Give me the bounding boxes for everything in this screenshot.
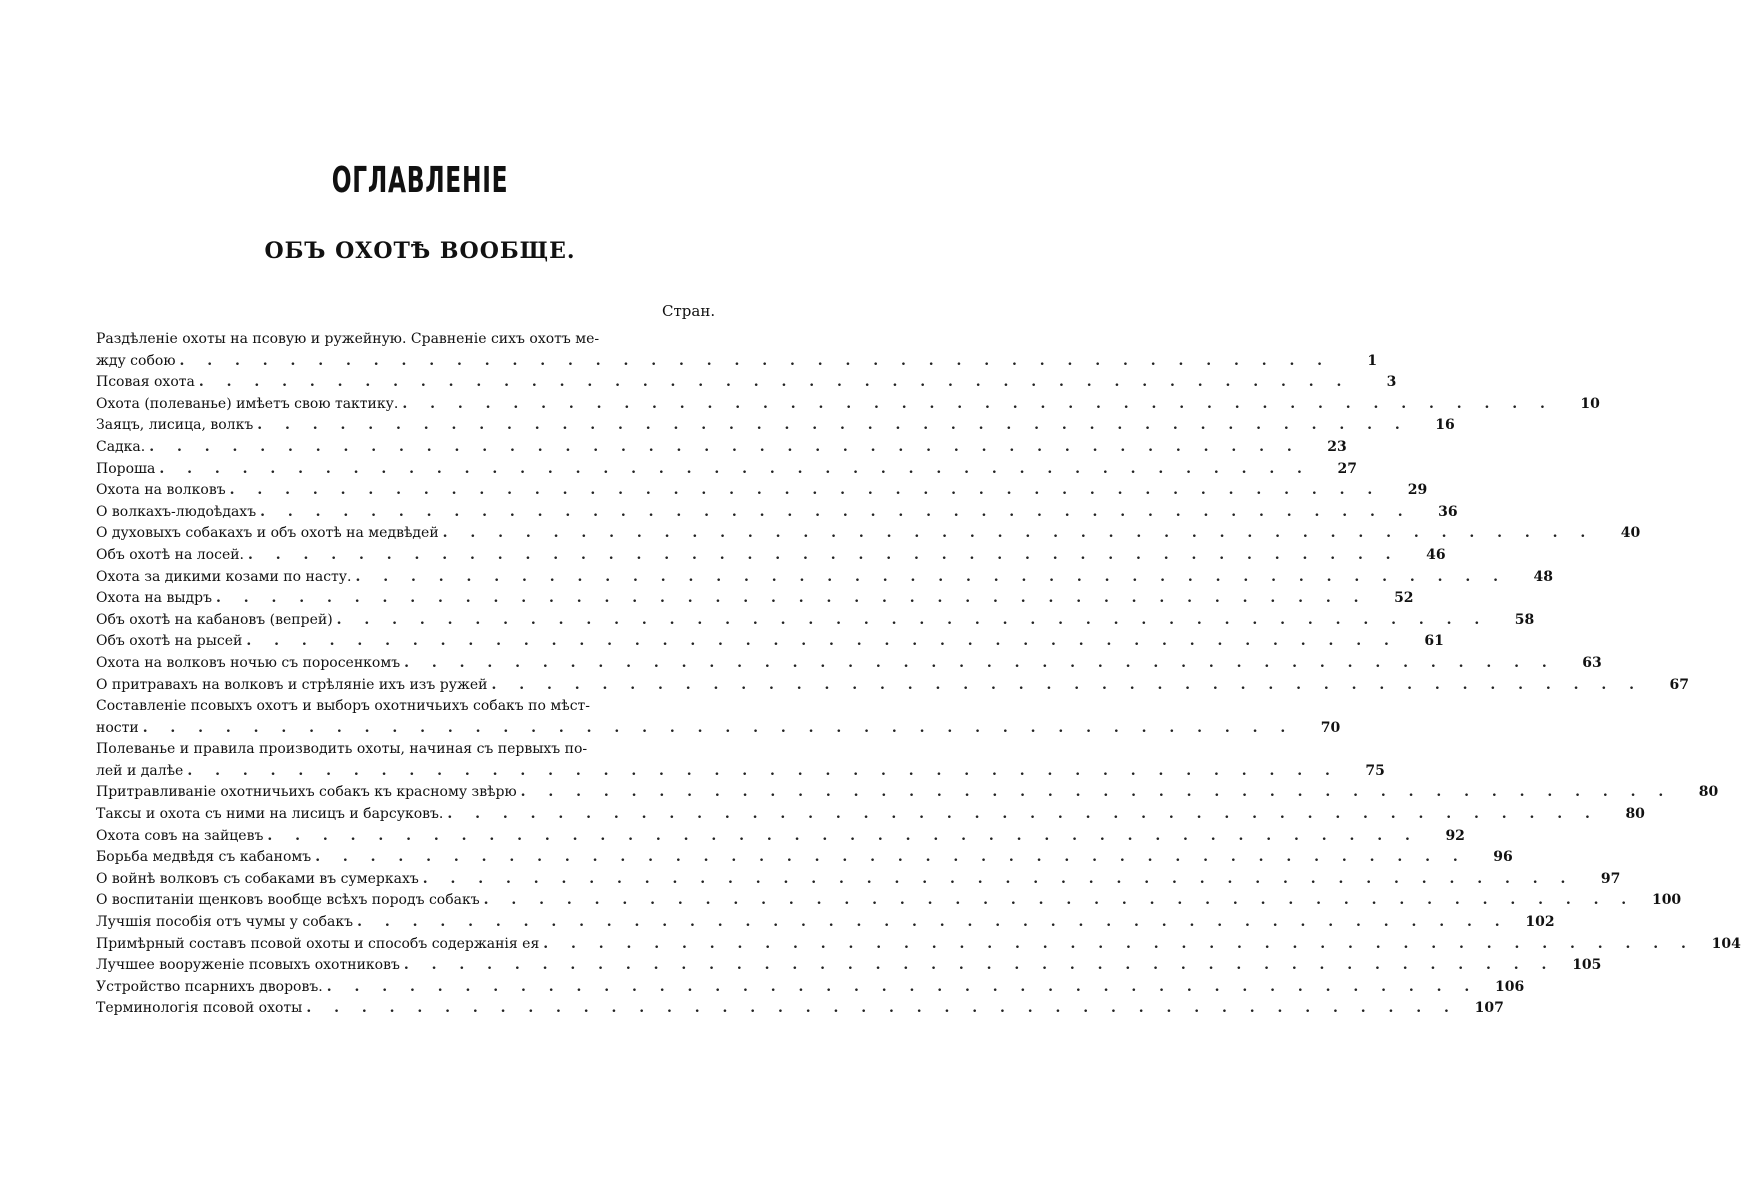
toc-page-number: 29 <box>1407 482 1428 499</box>
toc-entry-line <box>96 739 716 761</box>
toc-entry-title: Охота на волковъ ночью съ поросенкомъ <box>96 654 401 671</box>
dot-leader: . . . . . . . . . . . . . . . . . . . . . . . . . . . . . . . . . . . . . . . . . . <box>248 546 1400 563</box>
toc-entry-title: Охота на выдръ <box>96 590 212 607</box>
toc-page-number: 96 <box>1493 849 1513 866</box>
dot-leader: . . . . . . . . . . . . . . . . . . . . . . . . . . . . . . . . . . . . . . . . . . <box>336 611 1489 628</box>
dot-leader: . . . . . . . . . . . . . . . . . . . . . . . . . . . . . . . . . . . . . . . . . . <box>229 482 1382 499</box>
toc-entry-line <box>96 696 716 718</box>
toc-entry-line <box>96 394 1600 416</box>
toc-page-number: 104 <box>1711 935 1741 952</box>
toc-page-number: 106 <box>1495 978 1525 995</box>
toc-entry-title: Терминологія псовой охоты <box>96 1000 303 1017</box>
page-column-label: Стран. <box>662 302 716 320</box>
section-subtitle: ОБЪ ОХОТѢ ВООБЩЕ. <box>264 238 576 264</box>
toc-page-number: 80 <box>1625 806 1645 823</box>
toc-entry-title: Охота на волковъ <box>96 482 226 499</box>
dot-leader: . . . . . . . . . . . . . . . . . . . . . . . . . . . . . . . . . . . . . . . . . . <box>326 978 1479 995</box>
toc-entry-line <box>96 934 1741 956</box>
toc-entry-line <box>96 653 1602 675</box>
toc-entry-title: жду собою <box>96 352 176 369</box>
toc-entry-title: ности <box>96 719 139 736</box>
toc-entry-line <box>96 502 1458 524</box>
toc-page-number: 16 <box>1435 417 1455 434</box>
toc-page-number: 100 <box>1651 892 1682 909</box>
toc-page-number: 36 <box>1438 503 1458 520</box>
toc-page-number: 92 <box>1445 827 1465 844</box>
toc-page-number: 102 <box>1525 914 1555 931</box>
toc-entry-line <box>96 351 1378 373</box>
dot-leader: . . . . . . . . . . . . . . . . . . . . . . . . . . . . . . . . . . . . . . . . . . <box>216 590 1368 607</box>
toc-entry-line <box>96 329 716 351</box>
dot-leader: . . . . . . . . . . . . . . . . . . . . . . . . . . . . . . . . . . . . . . . . . . <box>159 460 1311 477</box>
dot-leader: . . . . . . . . . . . . . . . . . . . . . . . . . . . . . . . . . . . . . . . . . . <box>491 676 1644 693</box>
toc-entry-title: Охота за дикими козами по насту. <box>96 568 352 585</box>
toc-entry-title: Объ охотѣ на лосей. <box>96 546 245 563</box>
toc-entry-title: Притравливаніе охотничьихъ собакъ къ красному звѣрю <box>96 784 517 801</box>
dot-leader: . . . . . . . . . . . . . . . . . . . . . . . . . . . . . . . . . . . . . . . . . . <box>520 784 1673 801</box>
dot-leader: . . . . . . . . . . . . . . . . . . . . . . . . . . . . . . . . . . . . . . . . . . <box>187 762 1339 779</box>
toc-entry-title: О воспитаніи щенковъ вообще всѣхъ породъ собакъ <box>96 892 480 909</box>
toc-page-number: 46 <box>1426 546 1446 563</box>
toc-entry-title: О притравахъ на волковъ и стрѣляніе ихъ изъ ружей <box>96 676 488 693</box>
toc-entry-line <box>96 675 1690 697</box>
toc-page-number: 52 <box>1394 590 1414 607</box>
dot-leader: . . . . . . . . . . . . . . . . . . . . . . . . . . . . . . . . . . . . . . . . . . <box>447 806 1599 823</box>
toc-entry-title: Полеванье и правила производить охоты, начиная съ первыхъ по- <box>96 741 588 758</box>
toc-entry-title: О духовыхъ собакахъ и объ охотѣ на медвѣдей <box>96 525 439 542</box>
toc-entry-title: Борьба медвѣдя съ кабаномъ <box>96 849 312 866</box>
toc-entry-title: О волкахъ-людоѣдахъ <box>96 503 257 520</box>
toc-page-number: 75 <box>1365 762 1385 779</box>
toc-entry-line <box>96 372 1397 394</box>
toc-entry-line <box>96 890 1682 912</box>
toc-entry-title: Садка. <box>96 438 146 455</box>
toc-entry-line <box>96 955 1602 977</box>
dot-leader: . . . . . . . . . . . . . . . . . . . . . . . . . . . . . . . . . . . . . . . . . . <box>402 395 1554 412</box>
toc-entry-title: лей и далѣе <box>96 762 184 779</box>
dot-leader: . . . . . . . . . . . . . . . . . . . . . . . . . . . . . . . . . . . . . . . . . . <box>483 892 1636 909</box>
toc-entry-title: Охота совъ на зайцевъ <box>96 827 264 844</box>
dot-leader: . . . . . . . . . . . . . . . . . . . . . . . . . . . . . . . . . . . . . . . . . . <box>442 525 1595 542</box>
toc-entry-title: Устройство псарнихъ дворовъ. <box>96 978 323 995</box>
dot-leader: . . . . . . . . . . . . . . . . . . . . . . . . . . . . . . . . . . . . . . . . . . <box>142 719 1295 736</box>
toc-entry-line <box>96 998 1504 1020</box>
toc-page-number: 105 <box>1572 957 1602 974</box>
dot-leader: . . . . . . . . . . . . . . . . . . . . . . . . . . . . . . . . . . . . . . . . . . <box>355 568 1508 585</box>
toc-entry-title: Псовая охота <box>96 374 195 391</box>
dot-leader: . . . . . . . . . . . . . . . . . . . . . . . . . . . . . . . . . . . . . . . . . . <box>179 352 1332 369</box>
toc-entry-line <box>96 869 1621 891</box>
toc-entry-line <box>96 437 1347 459</box>
dot-leader: . . . . . . . . . . . . . . . . . . . . . . . . . . . . . . . . . . . . . . . . . . <box>404 654 1556 671</box>
dot-leader: . . . . . . . . . . . . . . . . . . . . . . . . . . . . . . . . . . . . . . . . . . <box>315 849 1467 866</box>
toc-page-number: 80 <box>1698 784 1719 801</box>
toc-entry-title: Лучшія пособія отъ чумы у собакъ <box>96 914 354 931</box>
toc-entry-title: Раздѣленіе охоты на псовую и ружейную. Сравненіе сихъ охотъ ме- <box>96 331 600 347</box>
toc-entry-title: Охота (полеванье) имѣетъ свою тактику. <box>96 395 399 412</box>
page-title: ОГЛАВЛЕНІЕ <box>331 160 509 201</box>
toc-page-number: 48 <box>1533 568 1554 585</box>
dot-leader: . . . . . . . . . . . . . . . . . . . . . . . . . . . . . . . . . . . . . . . . . . <box>357 914 1509 931</box>
toc-entry-line <box>96 826 1465 848</box>
toc-entry-line <box>96 415 1455 437</box>
toc-entry-title: Таксы и охота съ ними на лисицъ и барсуковъ. <box>96 806 444 823</box>
toc-entry-title: О войнѣ волковъ съ собаками въ сумеркахъ <box>96 870 419 887</box>
dot-leader: . . . . . . . . . . . . . . . . . . . . . . . . . . . . . . . . . . . . . . . . . . <box>422 870 1575 887</box>
toc-entry-title: Объ охотѣ на кабановъ (вепрей) <box>96 611 333 628</box>
toc-entry-line <box>96 761 1385 783</box>
toc-entry-line <box>96 523 1641 545</box>
toc-entry-line <box>96 588 1414 610</box>
toc-entry-title: Составленіе псовыхъ охотъ и выборъ охотничьихъ собакъ по мѣст- <box>96 698 591 715</box>
toc-page-number: 107 <box>1474 1000 1504 1017</box>
toc-entry-line <box>96 545 1446 567</box>
toc-entry-line <box>96 912 1555 934</box>
toc-entry-line <box>96 718 1341 740</box>
dot-leader: . . . . . . . . . . . . . . . . . . . . . . . . . . . . . . . . . . . . . . . . . . <box>198 374 1351 391</box>
toc-page-number: 58 <box>1514 611 1535 628</box>
toc-entry-line <box>96 610 1535 632</box>
toc-page-number: 3 <box>1386 374 1397 391</box>
dot-leader: . . . . . . . . . . . . . . . . . . . . . . . . . . . . . . . . . . . . . . . . . . <box>267 827 1419 844</box>
toc-page-number: 40 <box>1620 525 1641 542</box>
toc-page-number: 63 <box>1582 654 1602 671</box>
toc-page-number: 10 <box>1580 395 1600 412</box>
toc-entry-title: Пороша <box>96 460 156 477</box>
toc-page-number: 97 <box>1600 870 1621 887</box>
toc-entry-line <box>96 782 1719 804</box>
toc-entry-line <box>96 977 1525 999</box>
toc-entry-title: Лучшее вооруженіе псовыхъ охотниковъ <box>96 957 400 974</box>
toc-entry-line <box>96 567 1554 589</box>
toc-page-number: 67 <box>1669 676 1690 693</box>
dot-leader: . . . . . . . . . . . . . . . . . . . . . . . . . . . . . . . . . . . . . . . . . . <box>257 417 1409 434</box>
toc-page-number: 27 <box>1337 460 1357 477</box>
table-of-contents <box>96 329 1741 1020</box>
dot-leader: . . . . . . . . . . . . . . . . . . . . . . . . . . . . . . . . . . . . . . . . . . <box>543 935 1695 952</box>
toc-entry-line <box>96 847 1513 869</box>
toc-entry-title: Объ охотѣ на рысей <box>96 633 243 650</box>
toc-entry-line <box>96 631 1444 653</box>
dot-leader: . . . . . . . . . . . . . . . . . . . . . . . . . . . . . . . . . . . . . . . . . . <box>246 633 1398 650</box>
toc-entry-line <box>96 480 1428 502</box>
toc-page-number: 1 <box>1367 352 1378 369</box>
toc-page-number: 61 <box>1424 633 1444 650</box>
dot-leader: . . . . . . . . . . . . . . . . . . . . . . . . . . . . . . . . . . . . . . . . . . <box>306 1000 1458 1017</box>
toc-page-number: 23 <box>1327 438 1347 455</box>
dot-leader: . . . . . . . . . . . . . . . . . . . . . . . . . . . . . . . . . . . . . . . . . . <box>149 438 1301 455</box>
toc-entry-line <box>96 804 1645 826</box>
toc-entry-line <box>96 459 1357 481</box>
toc-page-number: 70 <box>1320 719 1341 736</box>
dot-leader: . . . . . . . . . . . . . . . . . . . . . . . . . . . . . . . . . . . . . . . . . . <box>260 503 1412 520</box>
dot-leader: . . . . . . . . . . . . . . . . . . . . . . . . . . . . . . . . . . . . . . . . . . <box>403 957 1556 974</box>
toc-entry-title: Заяцъ, лисица, волкъ <box>96 417 254 434</box>
toc-entry-title: Примѣрный составъ псовой охоты и способъ содержанія ея <box>96 935 540 952</box>
